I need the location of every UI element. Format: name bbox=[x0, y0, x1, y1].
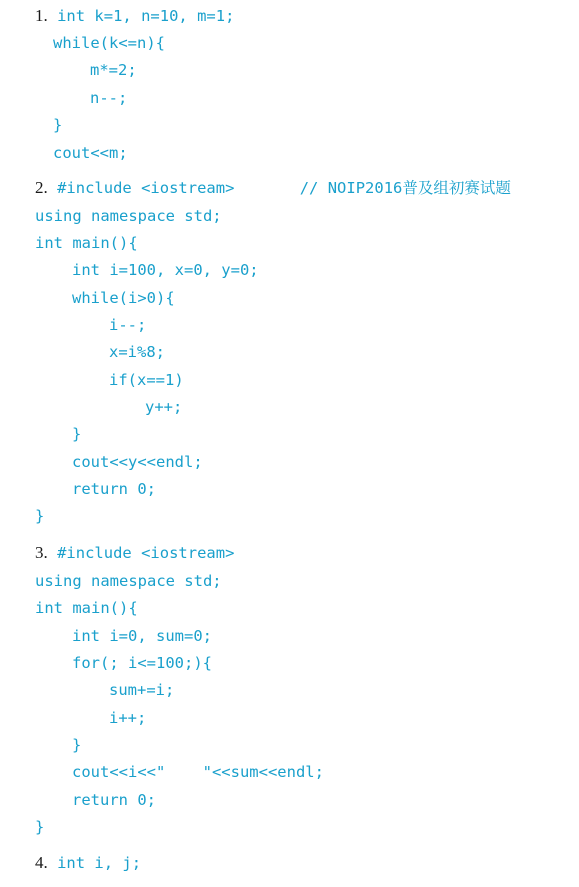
code-text: int i=0, sum=0; bbox=[72, 627, 212, 645]
problem-2-line-10 bbox=[72, 424, 81, 444]
problem-2-line-6 bbox=[109, 315, 146, 335]
problem-1-line-4 bbox=[90, 88, 127, 108]
problem-2-line-5 bbox=[72, 288, 175, 308]
code-text: cout<<y<<endl; bbox=[72, 453, 203, 471]
problem-number: 4. bbox=[35, 853, 48, 872]
code-text: return 0; bbox=[72, 480, 156, 498]
code-text: } bbox=[35, 818, 45, 836]
problem-3-line-7 bbox=[109, 708, 146, 728]
problem-3-line-4 bbox=[72, 626, 212, 646]
problem-3-line-6 bbox=[109, 680, 174, 700]
problem-3-line-9 bbox=[72, 762, 324, 782]
code-text: if(x==1) bbox=[109, 371, 184, 389]
problem-2-line-1 bbox=[35, 178, 511, 198]
problem-3-line-1 bbox=[35, 543, 234, 563]
code-text: sum+=i; bbox=[109, 681, 175, 699]
code-text: int main(){ bbox=[35, 599, 138, 617]
code-text: return 0; bbox=[72, 791, 156, 809]
code-text: x=i%8; bbox=[109, 343, 165, 361]
problem-2-line-12 bbox=[72, 479, 156, 499]
problem-number: 1. bbox=[35, 6, 48, 25]
code-text: i++; bbox=[109, 709, 147, 727]
problem-2-line-11 bbox=[72, 452, 203, 472]
problem-2-line-13 bbox=[35, 506, 44, 526]
code-text: while(k<=n){ bbox=[53, 34, 165, 52]
code-text: while(i>0){ bbox=[72, 289, 175, 307]
code-text: } bbox=[72, 736, 82, 754]
code-text: for(; i<=100;){ bbox=[72, 654, 212, 672]
problem-2-line-7 bbox=[109, 342, 165, 362]
code-text: int i=100, x=0, y=0; bbox=[72, 261, 259, 279]
problem-2-line-9 bbox=[145, 397, 182, 417]
problem-2-line-8 bbox=[109, 370, 184, 390]
problem-3-line-8 bbox=[72, 735, 81, 755]
code-text: int i, j; bbox=[57, 854, 142, 872]
code-text: cout<<m; bbox=[53, 144, 128, 162]
problem-number: 2. bbox=[35, 178, 48, 197]
problem-3-line-3 bbox=[35, 598, 138, 618]
code-text: #include <iostream> // NOIP2016普及组初赛试题 bbox=[57, 179, 511, 197]
code-text: m*=2; bbox=[90, 61, 137, 79]
problem-1-line-1 bbox=[35, 6, 234, 26]
problem-3-line-5 bbox=[72, 653, 212, 673]
problem-2-line-4 bbox=[72, 260, 259, 280]
problem-4-line-1 bbox=[35, 853, 141, 873]
code-text: using namespace std; bbox=[35, 572, 222, 590]
problem-2-line-3 bbox=[35, 233, 138, 253]
problem-3-line-10 bbox=[72, 790, 156, 810]
problem-1-line-3 bbox=[90, 60, 137, 80]
problem-number: 3. bbox=[35, 543, 48, 562]
problem-3-line-2 bbox=[35, 571, 222, 591]
code-text: i--; bbox=[109, 316, 147, 334]
code-text: #include <iostream> bbox=[57, 544, 235, 562]
code-text: n--; bbox=[90, 89, 128, 107]
problem-1-line-2 bbox=[53, 33, 165, 53]
code-text: y++; bbox=[145, 398, 183, 416]
code-text: cout<<i<<" "<<sum<<endl; bbox=[72, 763, 324, 781]
code-text: using namespace std; bbox=[35, 207, 222, 225]
code-text: } bbox=[72, 425, 82, 443]
problem-1-line-5 bbox=[53, 115, 62, 135]
code-text: } bbox=[35, 507, 45, 525]
problem-3-line-11 bbox=[35, 817, 44, 837]
problem-2-line-2 bbox=[35, 206, 222, 226]
problem-1-line-6 bbox=[53, 143, 128, 163]
code-text: int main(){ bbox=[35, 234, 138, 252]
code-text: int k=1, n=10, m=1; bbox=[57, 7, 235, 25]
code-text: } bbox=[53, 116, 63, 134]
